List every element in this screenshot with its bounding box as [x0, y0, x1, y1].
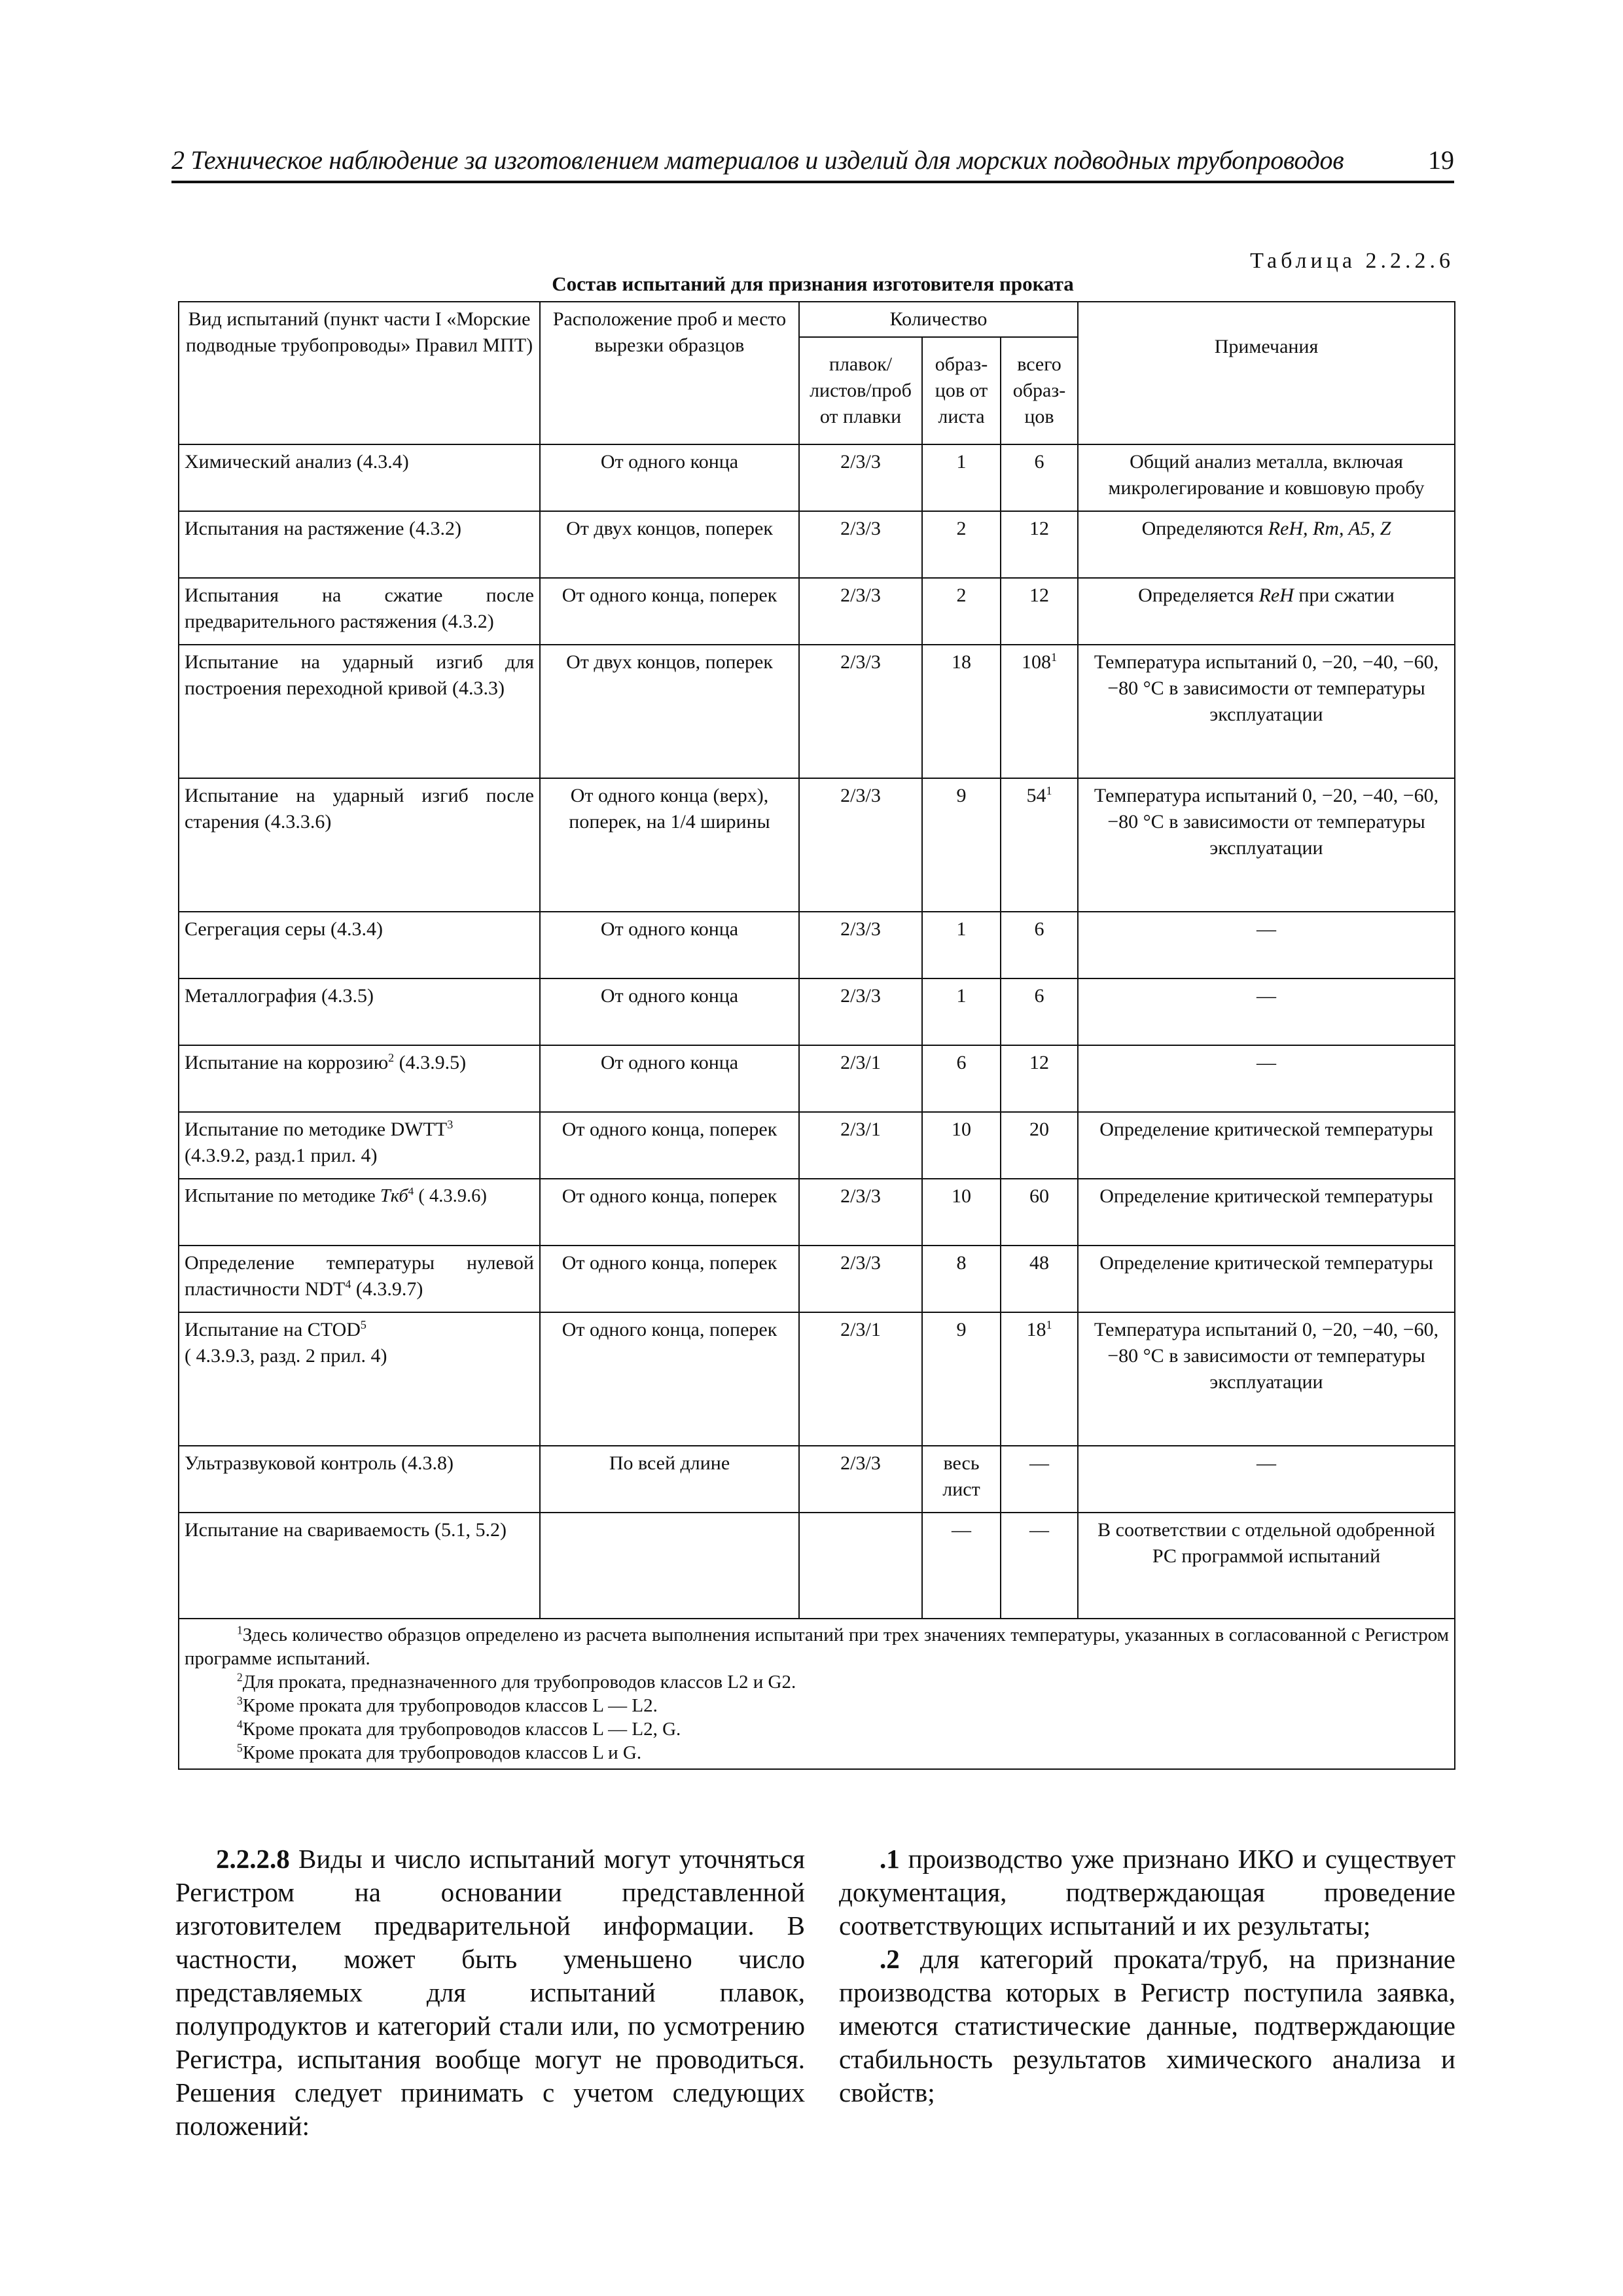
- table-row: [179, 778, 1455, 912]
- table-row: [179, 1112, 1455, 1179]
- total-value: 18: [1026, 1319, 1046, 1340]
- cell-per-sheet: —: [922, 1513, 1001, 1619]
- running-header-title: 2 Техническое наблюдение за изготовлением материалов и изделий для морских подводных трубопроводов: [171, 145, 1344, 175]
- cell-heats: [799, 1513, 922, 1619]
- footnote-mark: 4: [345, 1278, 351, 1291]
- cell-location: От одного конца: [540, 912, 799, 978]
- cell-note: В соответствии с отдельной одобренной РС программой испытаний: [1078, 1513, 1455, 1619]
- footnote-mark: 5: [360, 1318, 366, 1331]
- table-header-row: [179, 302, 1455, 337]
- table-row: [179, 578, 1455, 645]
- cell-location: От одного конца, поперек: [540, 1312, 799, 1446]
- cell-per-sheet: весь лист: [922, 1446, 1001, 1513]
- cell-per-sheet: 9: [922, 778, 1001, 912]
- tests-table: [178, 301, 1455, 1770]
- cell-total: [1001, 1312, 1078, 1446]
- cell-total: [1001, 645, 1078, 778]
- header-total: всего образ-цов: [1001, 337, 1078, 444]
- cell-note: Общий анализ металла, включая микролегирование и ковшовую пробу: [1078, 444, 1455, 511]
- cell-note: Температура испытаний 0, −20, −40, −60, −80 °С в зависимости от температуры эксплуатации: [1078, 645, 1455, 778]
- footnote-mark: 1: [1051, 651, 1057, 664]
- cell-total: 12: [1001, 511, 1078, 578]
- total-value: 54: [1026, 785, 1046, 806]
- footnote: $^1$Здесь количество образцов определено из расчета выполнения испытаний при трех значениях температуры, указанных в согласованной с Регистром программе испытаний.: [185, 1623, 1449, 1669]
- cell-total: 48: [1001, 1246, 1078, 1312]
- cell-heats: 2/3/3: [799, 778, 922, 912]
- cell-location: От одного конца, поперек: [540, 1179, 799, 1246]
- cell-total: 6: [1001, 444, 1078, 511]
- footnote-mark: 3: [447, 1118, 454, 1131]
- test-symbol: Tкб: [380, 1186, 408, 1206]
- table-row: [179, 1179, 1455, 1246]
- cell-location: От одного конца, поперек: [540, 578, 799, 645]
- table-row: [179, 978, 1455, 1045]
- header-quantity: Количество: [799, 302, 1078, 337]
- table-row: [179, 1045, 1455, 1112]
- cell-per-sheet: 6: [922, 1045, 1001, 1112]
- table-row: [179, 645, 1455, 778]
- cell-location: От одного конца: [540, 444, 799, 511]
- footnotes-cell: [179, 1619, 1455, 1769]
- footnote-mark: 2: [388, 1051, 395, 1064]
- cell-total: —: [1001, 1513, 1078, 1619]
- test-name: Определение температуры нулевой пластичности NDT: [185, 1252, 534, 1300]
- table-row: [179, 1513, 1455, 1619]
- cell-heats: 2/3/3: [799, 578, 922, 645]
- cell-total: 12: [1001, 1045, 1078, 1112]
- cell-per-sheet: 2: [922, 578, 1001, 645]
- cell-test: Сегрегация серы (4.3.4): [179, 912, 540, 978]
- cell-location: От одного конца (верх), поперек, на 1/4 ширины: [540, 778, 799, 912]
- header-test-type: Вид испытаний (пункт части I «Морские подводные трубопроводы» Правил МПТ): [179, 302, 540, 444]
- cell-location: От двух концов, поперек: [540, 645, 799, 778]
- cell-note: [1078, 511, 1455, 578]
- header-heats: плавок/ листов/проб от плавки: [799, 337, 922, 444]
- cell-heats: 2/3/3: [799, 645, 922, 778]
- cell-per-sheet: 10: [922, 1179, 1001, 1246]
- cell-location: От двух концов, поперек: [540, 511, 799, 578]
- total-value: 108: [1022, 651, 1051, 673]
- cell-total: 20: [1001, 1112, 1078, 1179]
- cell-location: От одного конца, поперек: [540, 1112, 799, 1179]
- cell-test: Металлография (4.3.5): [179, 978, 540, 1045]
- cell-heats: 2/3/3: [799, 978, 922, 1045]
- body-left-column: [175, 1842, 805, 2143]
- cell-test: Испытание на ударный изгиб после старения (4.3.3.6): [179, 778, 540, 912]
- cell-location: [540, 1513, 799, 1619]
- cell-location: От одного конца, поперек: [540, 1246, 799, 1312]
- cell-total: 6: [1001, 912, 1078, 978]
- table-row: [179, 1312, 1455, 1446]
- table-row: [179, 1246, 1455, 1312]
- cell-heats: 2/3/3: [799, 912, 922, 978]
- page-number: 19: [1428, 145, 1454, 175]
- cell-heats: 2/3/3: [799, 511, 922, 578]
- note-symbol: ReH: [1258, 584, 1294, 606]
- cell-per-sheet: 1: [922, 444, 1001, 511]
- running-header: [171, 139, 1454, 183]
- cell-per-sheet: 18: [922, 645, 1001, 778]
- cell-heats: 2/3/3: [799, 1446, 922, 1513]
- cell-per-sheet: 8: [922, 1246, 1001, 1312]
- cell-note: Определение критической температуры: [1078, 1179, 1455, 1246]
- footnote-mark: 1: [1046, 1318, 1052, 1331]
- cell-total: 6: [1001, 978, 1078, 1045]
- cell-test: [179, 1045, 540, 1112]
- cell-location: От одного конца: [540, 978, 799, 1045]
- test-ref: ( 4.3.9.3, разд. 2 прил. 4): [185, 1345, 387, 1367]
- cell-note: Определение критической температуры: [1078, 1246, 1455, 1312]
- cell-note: [1078, 578, 1455, 645]
- footnote-mark: 1: [1046, 784, 1052, 797]
- table-row: [179, 511, 1455, 578]
- table-number: Таблица 2.2.2.6: [1250, 249, 1454, 273]
- cell-heats: 2/3/1: [799, 1112, 922, 1179]
- cell-per-sheet: 1: [922, 978, 1001, 1045]
- test-ref: (4.3.9.7): [355, 1278, 423, 1300]
- cell-test: Испытание на свариваемость (5.1, 5.2): [179, 1513, 540, 1619]
- cell-heats: 2/3/3: [799, 1179, 922, 1246]
- header-per-sheet: образ-цов от листа: [922, 337, 1001, 444]
- cell-heats: 2/3/1: [799, 1312, 922, 1446]
- body-right-column: [839, 1842, 1455, 2109]
- test-name: Испытание по методике DWTT: [185, 1119, 448, 1140]
- cell-total: 60: [1001, 1179, 1078, 1246]
- cell-location: От одного конца: [540, 1045, 799, 1112]
- note-symbols: ReH, Rm, A5, Z: [1268, 518, 1391, 539]
- test-name: Испытание по методике: [185, 1186, 376, 1206]
- test-ref: (4.3.9.2, разд.1 прил. 4): [185, 1145, 378, 1166]
- table-row: [179, 444, 1455, 511]
- footnote: $^4$Кроме проката для трубопроводов классов L — L2, G.: [237, 1717, 681, 1740]
- test-ref: ( 4.3.9.6): [418, 1186, 487, 1206]
- cell-test: [179, 1112, 540, 1179]
- cell-test: [179, 1179, 540, 1246]
- cell-total: —: [1001, 1446, 1078, 1513]
- footnotes-row: [179, 1619, 1455, 1769]
- table-caption: Состав испытаний для признания изготовителя проката: [552, 272, 1074, 295]
- cell-test: [179, 1246, 540, 1312]
- cell-per-sheet: 10: [922, 1112, 1001, 1179]
- item-number: .1: [880, 1844, 900, 1874]
- cell-test: Ультразвуковой контроль (4.3.8): [179, 1446, 540, 1513]
- cell-note: —: [1078, 1446, 1455, 1513]
- header-location: Расположение проб и место вырезки образцов: [540, 302, 799, 444]
- cell-test: Химический анализ (4.3.4): [179, 444, 540, 511]
- list-item: [839, 1842, 1455, 1943]
- note-prefix: Определяется: [1138, 584, 1255, 606]
- cell-per-sheet: 9: [922, 1312, 1001, 1446]
- footnote: $^5$Кроме проката для трубопроводов классов L и G.: [237, 1741, 642, 1763]
- cell-note: —: [1078, 912, 1455, 978]
- item-text: для категорий проката/труб, на признание производства которых в Регистр поступила заявка, имеются статистические данные, подтверждающие стабильность результатов химического анализа и свойств;: [839, 1944, 1455, 2108]
- clause-number: 2.2.2.8: [216, 1844, 290, 1874]
- cell-heats: 2/3/1: [799, 1045, 922, 1112]
- cell-test: Испытания на растяжение (4.3.2): [179, 511, 540, 578]
- test-name: Испытание на коррозию: [185, 1052, 389, 1073]
- footnote: $^2$Для проката, предназначенного для трубопроводов классов L2 и G2.: [237, 1670, 796, 1693]
- cell-per-sheet: 2: [922, 511, 1001, 578]
- test-ref: (4.3.9.5): [399, 1052, 467, 1073]
- footnote-mark: 4: [408, 1185, 414, 1198]
- cell-note: Температура испытаний 0, −20, −40, −60, −80 °С в зависимости от температуры эксплуатации: [1078, 1312, 1455, 1446]
- paragraph-2-2-2-8: [175, 1842, 805, 2143]
- cell-heats: 2/3/3: [799, 444, 922, 511]
- cell-note: Температура испытаний 0, −20, −40, −60, −80 °С в зависимости от температуры эксплуатации: [1078, 778, 1455, 912]
- item-number: .2: [880, 1944, 900, 1974]
- cell-heats: 2/3/3: [799, 1246, 922, 1312]
- cell-total: [1001, 778, 1078, 912]
- note-prefix: Определяются: [1141, 518, 1264, 539]
- footnote: $^3$Кроме проката для трубопроводов классов L — L2.: [237, 1694, 658, 1716]
- cell-test: [179, 1312, 540, 1446]
- table-row: [179, 912, 1455, 978]
- cell-note: —: [1078, 1045, 1455, 1112]
- cell-per-sheet: 1: [922, 912, 1001, 978]
- cell-note: —: [1078, 978, 1455, 1045]
- note-suffix: при сжатии: [1298, 584, 1395, 606]
- item-text: производство уже признано ИКО и существует документация, подтверждающая проведение соответствующих испытаний и их результаты;: [839, 1844, 1455, 1941]
- cell-total: 12: [1001, 578, 1078, 645]
- header-notes: Примечания: [1078, 302, 1455, 444]
- table-row: [179, 1446, 1455, 1513]
- clause-text: Виды и число испытаний могут уточняться Регистром на основании представленной изготовителем предварительной информации. В частности, может быть уменьшено число представляемых для испытаний плавок, полупродуктов и категорий стали или, по усмотрению Регистра, испытания вообще могут не проводиться. Решения следует принимать с учетом следующих положений:: [175, 1844, 806, 2141]
- cell-location: По всей длине: [540, 1446, 799, 1513]
- list-item: [839, 1943, 1455, 2109]
- cell-note: Определение критической температуры: [1078, 1112, 1455, 1179]
- test-name: Испытание на CTOD: [185, 1319, 361, 1340]
- cell-test: Испытание на ударный изгиб для построения переходной кривой (4.3.3): [179, 645, 540, 778]
- cell-test: Испытания на сжатие после предварительного растяжения (4.3.2): [179, 578, 540, 645]
